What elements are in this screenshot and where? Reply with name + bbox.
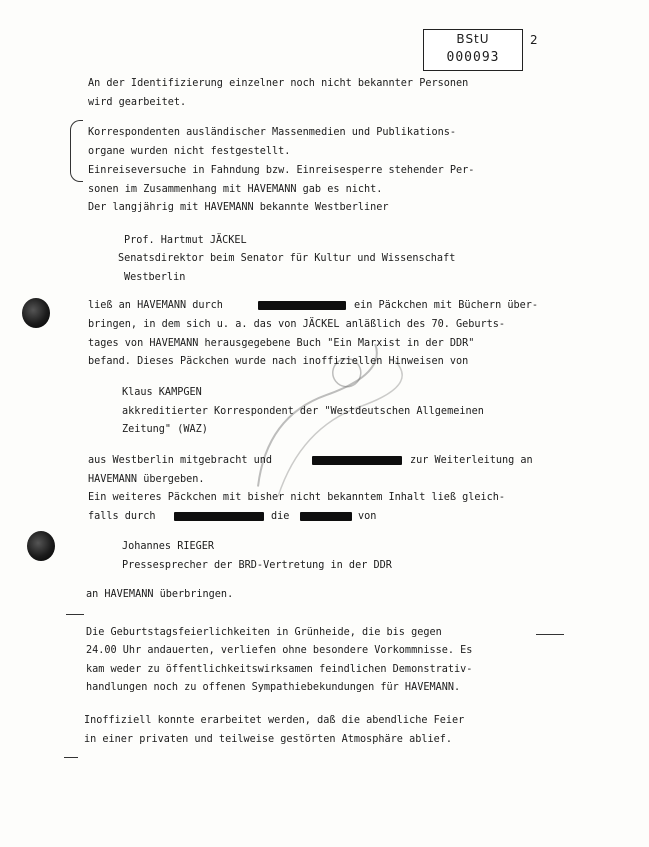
text-line: zur Weiterleitung an [410, 455, 533, 466]
text-line: sonen im Zusammenhang mit HAVEMANN gab es nicht. [88, 184, 383, 195]
text-line: kam weder zu öffentlichkeitswirksamen feindlichen Demonstrativ- [86, 664, 473, 675]
person-location: Westberlin [124, 272, 186, 283]
text-line: An der Identifizierung einzelner noch nicht bekannter Personen [88, 78, 469, 89]
margin-dash [64, 757, 78, 758]
text-line: 24.00 Uhr andauerten, verliefen ohne besondere Vorkommnisse. Es [86, 645, 473, 656]
person-title: Pressesprecher der BRD-Vertretung in der DDR [122, 560, 392, 571]
text-line: die [271, 511, 290, 522]
person-name: Prof. Hartmut JÄCKEL [124, 235, 247, 246]
punch-hole [22, 298, 50, 328]
text-line: Korrespondenten ausländischer Massenmedien und Publikations- [88, 127, 457, 138]
text-line: tages von HAVEMANN herausgegebene Buch "Ein Marxist in der DDR" [88, 338, 475, 349]
text-line: in einer privaten und teilweise gestörten Atmosphäre ablief. [84, 734, 453, 745]
person-title: Senatsdirektor beim Senator für Kultur und Wissenschaft [118, 253, 456, 264]
text-line: Die Geburtstagsfeierlichkeiten in Grünheide, die bis gegen [86, 627, 442, 638]
margin-dash [66, 614, 84, 615]
text-line: aus Westberlin mitgebracht und [88, 455, 273, 466]
person-name: Klaus KAMPGEN [122, 387, 202, 398]
text-line: befand. Dieses Päckchen wurde nach inoffiziellen Hinweisen von [88, 356, 469, 367]
redaction-bar [258, 301, 346, 310]
stamp-archive-label: BStU [456, 32, 490, 46]
text-line: ein Päckchen mit Büchern über- [354, 300, 539, 311]
text-line: von [358, 511, 377, 522]
text-line: wird gearbeitet. [88, 97, 187, 108]
text-line: handlungen noch zu offenen Sympathiebekundungen für HAVEMANN. [86, 682, 461, 693]
stamp-number: 000093 [446, 50, 500, 65]
page-number: 2 [530, 33, 538, 47]
text-line: Der langjährig mit HAVEMANN bekannte Westberliner [88, 202, 389, 213]
archive-stamp [423, 29, 523, 71]
punch-hole [27, 531, 55, 561]
text-line: an HAVEMANN überbringen. [86, 589, 234, 600]
redaction-bar [312, 456, 402, 465]
text-line: bringen, in dem sich u. a. das von JÄCKEL anläßlich des 70. Geburts- [88, 319, 506, 330]
text-line: Einreiseversuche in Fahndung bzw. Einreisesperre stehender Per- [88, 165, 475, 176]
person-title: akkreditierter Korrespondent der "Westdeutschen Allgemeinen [122, 406, 484, 417]
text-line: Inoffiziell konnte erarbeitet werden, daß die abendliche Feier [84, 715, 465, 726]
text-line: HAVEMANN übergeben. [88, 474, 205, 485]
text-line: Ein weiteres Päckchen mit bisher nicht bekanntem Inhalt ließ gleich- [88, 492, 506, 503]
margin-bracket [70, 120, 83, 182]
redaction-bar [174, 512, 264, 521]
text-line: organe wurden nicht festgestellt. [88, 146, 291, 157]
margin-dash [536, 634, 564, 635]
redaction-bar [300, 512, 352, 521]
text-line: falls durch [88, 511, 156, 522]
person-name: Johannes RIEGER [122, 541, 215, 552]
person-title: Zeitung" (WAZ) [122, 424, 208, 435]
text-line: ließ an HAVEMANN durch [88, 300, 223, 311]
